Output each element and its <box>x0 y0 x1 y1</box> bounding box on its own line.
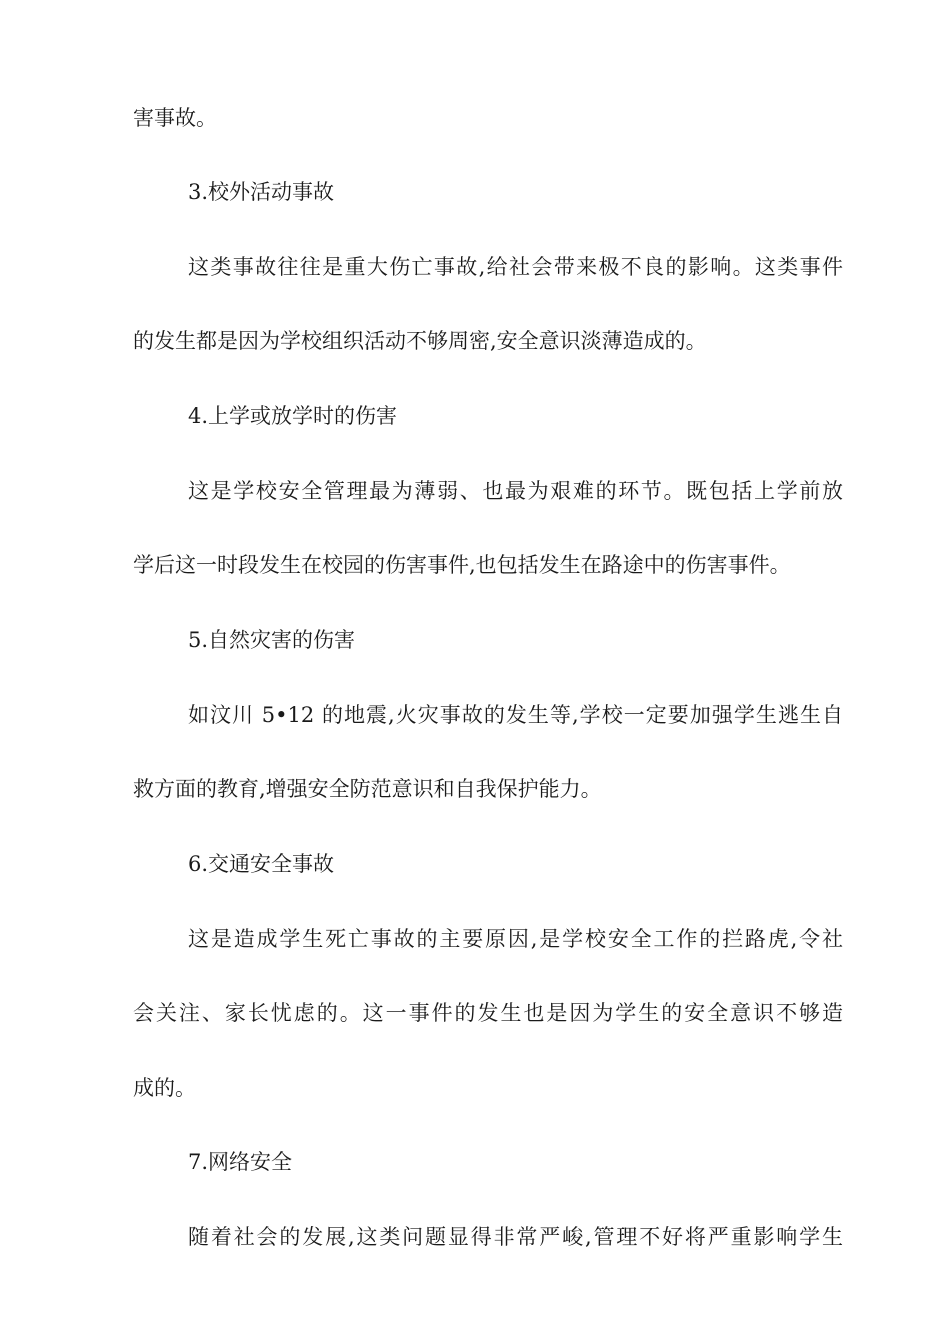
paragraph-line: 的发生都是因为学校组织活动不够周密,安全意识淡薄造成的。 <box>133 329 707 353</box>
paragraph-line: 害事故。 <box>133 106 217 130</box>
paragraph-line: 这是造成学生死亡事故的主要原因,是学校安全工作的拦路虎,令社 <box>188 927 843 951</box>
paragraph-line: 这类事故往往是重大伤亡事故,给社会带来极不良的影响。这类事件 <box>188 255 843 279</box>
section-heading-6: 6.交通安全事故 <box>188 852 335 876</box>
paragraph-line: 救方面的教育,增强安全防范意识和自我保护能力。 <box>133 777 602 801</box>
paragraph-line: 如汶川 5•12 的地震,火灾事故的发生等,学校一定要加强学生逃生自 <box>188 703 843 727</box>
section-heading-4: 4.上学或放学时的伤害 <box>188 404 398 428</box>
paragraph-line: 学后这一时段发生在校园的伤害事件,也包括发生在路途中的伤害事件。 <box>133 553 791 577</box>
paragraph-line: 随着社会的发展,这类问题显得非常严峻,管理不好将严重影响学生 <box>188 1225 843 1249</box>
section-heading-3: 3.校外活动事故 <box>188 180 335 204</box>
section-heading-7: 7.网络安全 <box>188 1150 293 1174</box>
paragraph-line: 成的。 <box>133 1076 196 1100</box>
section-heading-5: 5.自然灾害的伤害 <box>188 628 356 652</box>
paragraph-line: 会关注、家长忧虑的。这一事件的发生也是因为学生的安全意识不够造 <box>133 1001 843 1025</box>
paragraph-line: 这是学校安全管理最为薄弱、也最为艰难的环节。既包括上学前放 <box>188 479 843 503</box>
